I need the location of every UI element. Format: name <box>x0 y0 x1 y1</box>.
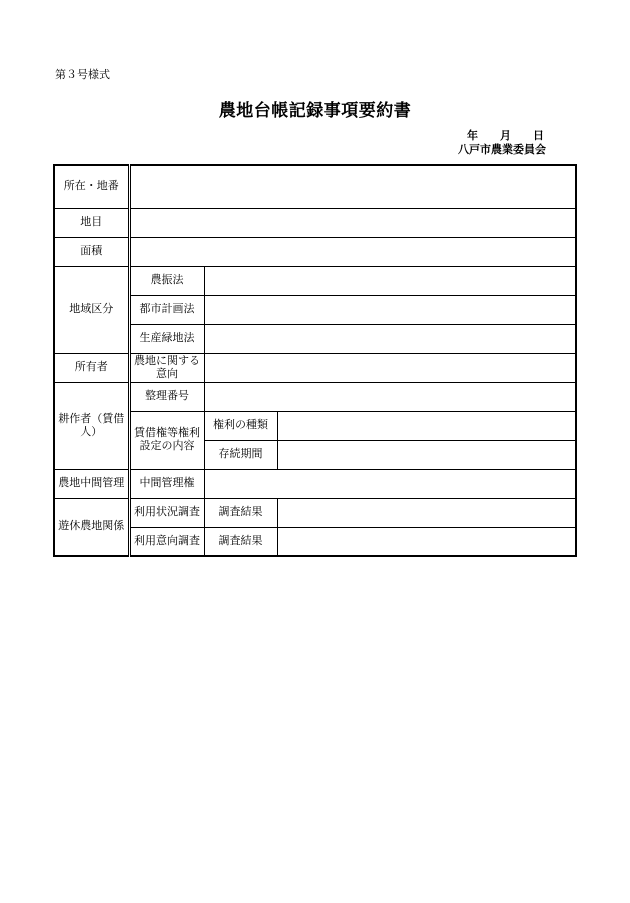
area-label: 面積 <box>54 237 129 266</box>
survey-result-label-1: 調査結果 <box>204 498 277 527</box>
ref-number-value <box>204 382 576 411</box>
zoning-city-label: 都市計画法 <box>129 295 204 324</box>
usage-survey-result-value <box>277 498 576 527</box>
land-category-value <box>129 208 576 237</box>
owner-label: 所有者 <box>54 353 129 382</box>
intent-survey-result-value <box>277 527 576 556</box>
intermediary-right-value <box>204 469 576 498</box>
document-title: 農地台帳記録事項要約書 <box>218 101 412 121</box>
area-value <box>129 237 576 266</box>
zoning-label: 地域区分 <box>54 266 129 353</box>
zoning-green-value <box>204 324 576 353</box>
ref-number-label: 整理番号 <box>129 382 204 411</box>
intent-survey-label: 利用意向調査 <box>129 527 204 556</box>
date-day-label: 日 <box>533 129 544 142</box>
form-number: 第３号様式 <box>55 68 110 81</box>
land-category-label: 地目 <box>54 208 129 237</box>
issuer-name: 八戸市農業委員会 <box>458 143 546 156</box>
owner-intent-label: 農地に関する意向 <box>129 353 204 382</box>
record-table <box>53 164 577 557</box>
duration-label: 存続期間 <box>204 440 277 469</box>
survey-result-label-2: 調査結果 <box>204 527 277 556</box>
zoning-nouson-value <box>204 266 576 295</box>
zoning-nouson-label: 農振法 <box>129 266 204 295</box>
duration-value <box>277 440 576 469</box>
date-month-label: 月 <box>500 129 511 142</box>
lease-rights-label: 賃借権等権利設定の内容 <box>129 411 204 469</box>
location-value <box>129 165 576 208</box>
idle-land-label: 遊休農地関係 <box>54 498 129 556</box>
intermediary-label: 農地中間管理 <box>54 469 129 498</box>
right-type-value <box>277 411 576 440</box>
zoning-city-value <box>204 295 576 324</box>
zoning-green-label: 生産緑地法 <box>129 324 204 353</box>
right-type-label: 権利の種類 <box>204 411 277 440</box>
cultivator-label: 耕作者（賃借人） <box>54 382 129 469</box>
usage-survey-label: 利用状況調査 <box>129 498 204 527</box>
owner-intent-value <box>204 353 576 382</box>
date-year-label: 年 <box>467 129 478 142</box>
location-label: 所在・地番 <box>54 165 129 208</box>
intermediary-right-label: 中間管理権 <box>129 469 204 498</box>
